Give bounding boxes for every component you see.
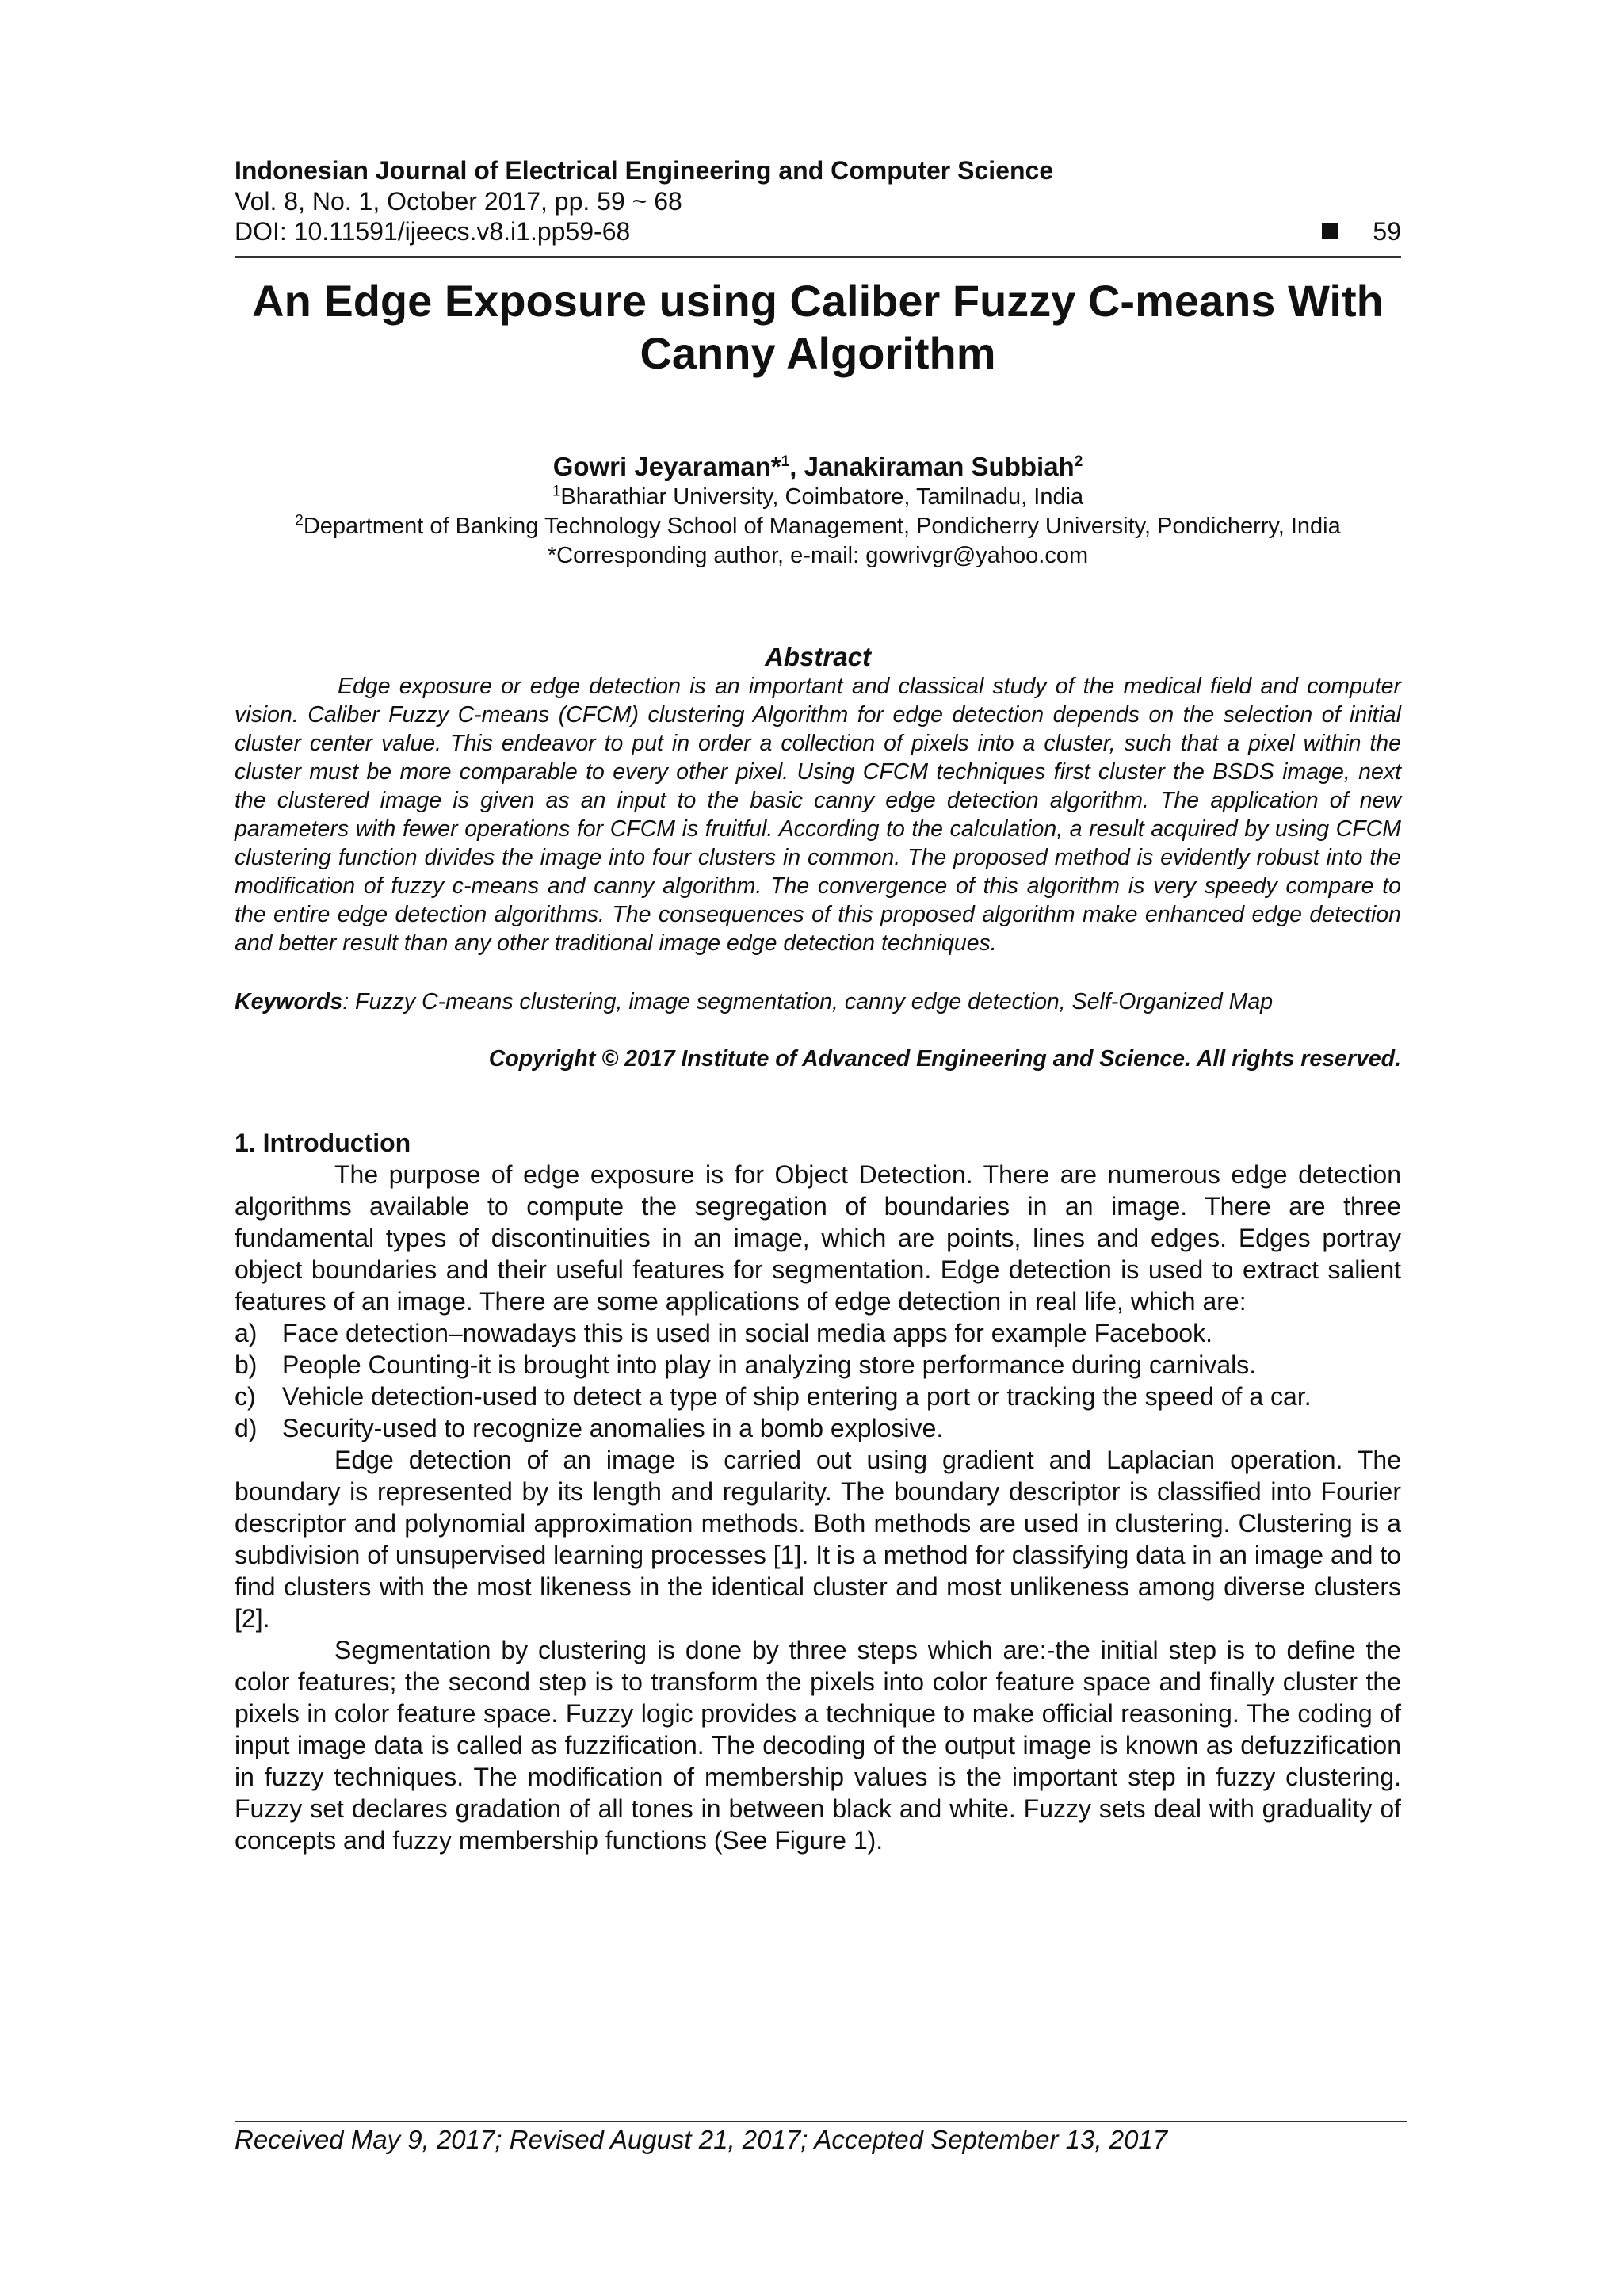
author-2-sup: 2 <box>1074 453 1083 470</box>
author-list <box>235 451 1401 483</box>
keywords <box>235 988 1401 1016</box>
title-line-2: Canny Algorithm <box>640 328 996 378</box>
footer-rule <box>235 2121 1407 2122</box>
header-rule <box>235 256 1401 258</box>
corresponding-author: *Corresponding author, e-mail: gowrivgr@yahoo.com <box>547 543 1089 568</box>
doi: DOI: 10.11591/ijeecs.v8.i1.pp59-68 <box>235 217 631 246</box>
keywords-label: Keywords <box>235 989 343 1014</box>
list-item: c) Vehicle detection-used to detect a type of ship entering a port or tracking the speed of a car. <box>235 1382 1312 1411</box>
applications-list <box>235 1317 1401 1444</box>
title-line-1: An Edge Exposure using Caliber Fuzzy C-means With <box>252 276 1384 326</box>
page-number: 59 <box>1373 216 1401 246</box>
aff-1-text: Bharathiar University, Coimbatore, Tamilnadu, India <box>560 484 1084 510</box>
keywords-text: : Fuzzy C-means clustering, image segmentation, canny edge detection, Self-Organized Map <box>342 989 1274 1014</box>
volume-info: Vol. 8, No. 1, October 2017, pp. 59 ~ 68 <box>235 187 682 216</box>
intro-paragraph-1: The purpose of edge exposure is for Object Detection. There are numerous edge detection algorithms available to compute the segregation of boundaries in an image. There are three fundamental types of discontinuities in an image, which are points, lines and edges. Edges portray object boundaries and their useful features for segmentation. Edge detection is used to extract salient features of an image. There are some applications of edge detection in real life, which are: <box>235 1160 1401 1316</box>
received-dates: Received May 9, 2017; Revised August 21, 2017; Accepted September 13, 2017 <box>235 2125 1168 2154</box>
intro-paragraph-2: Edge detection of an image is carried out using gradient and Laplacian operation. The boundary is represented by its length and regularity. The boundary descriptor is classified into Fourier descriptor and polynomial approximation methods. Both methods are used in clustering. Clustering is a subdivision of unsupervised learning processes [1]. It is a method for classifying data in an image and to find clusters with the most likeness in the identical cluster and most unlikeness among diverse clusters [2]. <box>235 1446 1401 1633</box>
author-1: Gowri Jeyaraman* <box>552 452 781 481</box>
intro-paragraph-3: Segmentation by clustering is done by three steps which are:-the initial step is to define the color features; the second step is to transform the pixels into color feature space and finally cluster the pixels in color feature space. Fuzzy logic provides a technique to make official reasoning. The coding of input image data is called as fuzzification. The decoding of the output image is known as defuzzification in fuzzy techniques. The modification of membership values is the important step in fuzzy clustering. Fuzzy set declares gradation of all tones in between black and white. Fuzzy sets deal with graduality of concepts and fuzzy membership functions (See Figure 1). <box>235 1636 1401 1855</box>
paper-title <box>235 275 1401 380</box>
aff-1-sup: 1 <box>552 483 561 500</box>
author-sep: , <box>789 452 804 481</box>
affiliation-2 <box>235 512 1401 541</box>
journal-name: Indonesian Journal of Electrical Engineering and Computer Science <box>235 156 1054 185</box>
page-number-box <box>1322 217 1401 246</box>
author-2: Janakiraman Subbiah <box>804 452 1075 481</box>
doi-row <box>235 216 1401 246</box>
square-bullet-icon <box>1322 223 1338 239</box>
paper-page <box>235 155 1401 1856</box>
list-item: b) People Counting-it is brought into play in analyzing store performance during carnivals. <box>235 1350 1257 1379</box>
list-item: a) Face detection–nowadays this is used in social media apps for example Facebook. <box>235 1319 1212 1347</box>
author-1-sup: 1 <box>781 453 790 470</box>
aff-2-text: Department of Banking Technology School of Management, Pondicherry University, Pondicherry, India <box>303 514 1341 539</box>
aff-2-sup: 2 <box>295 512 304 529</box>
list-item: d) Security-used to recognize anomalies in a bomb explosive. <box>235 1414 944 1442</box>
section-heading-introduction: 1. Introduction <box>235 1129 411 1157</box>
abstract-text: Edge exposure or edge detection is an important and classical study of the medical field and computer vision. Caliber Fuzzy C-means (CFCM) clustering Algorithm for edge detection depends on the selection of initial cluster center value. This endeavor to put in order a collection of pixels into a cluster, such that a pixel within the cluster must be more comparable to every other pixel. Using CFCM techniques first cluster the BSDS image, next the clustered image is given as an input to the basic canny edge detection algorithm. The application of new parameters with fewer operations for CFCM is fruitful. According to the calculation, a result acquired by using CFCM clustering function divides the image into four clusters in common. The proposed method is evidently robust into the modification of fuzzy c-means and canny algorithm. The convergence of this algorithm is very speedy compare to the entire edge detection algorithms. The consequences of this proposed algorithm make enhanced edge detection and better result than any other traditional image edge detection techniques. <box>235 674 1401 956</box>
abstract-heading: Abstract <box>765 642 871 671</box>
affiliation-1 <box>235 483 1401 512</box>
copyright: Copyright © 2017 Institute of Advanced Engineering and Science. All rights reserved. <box>488 1046 1401 1072</box>
